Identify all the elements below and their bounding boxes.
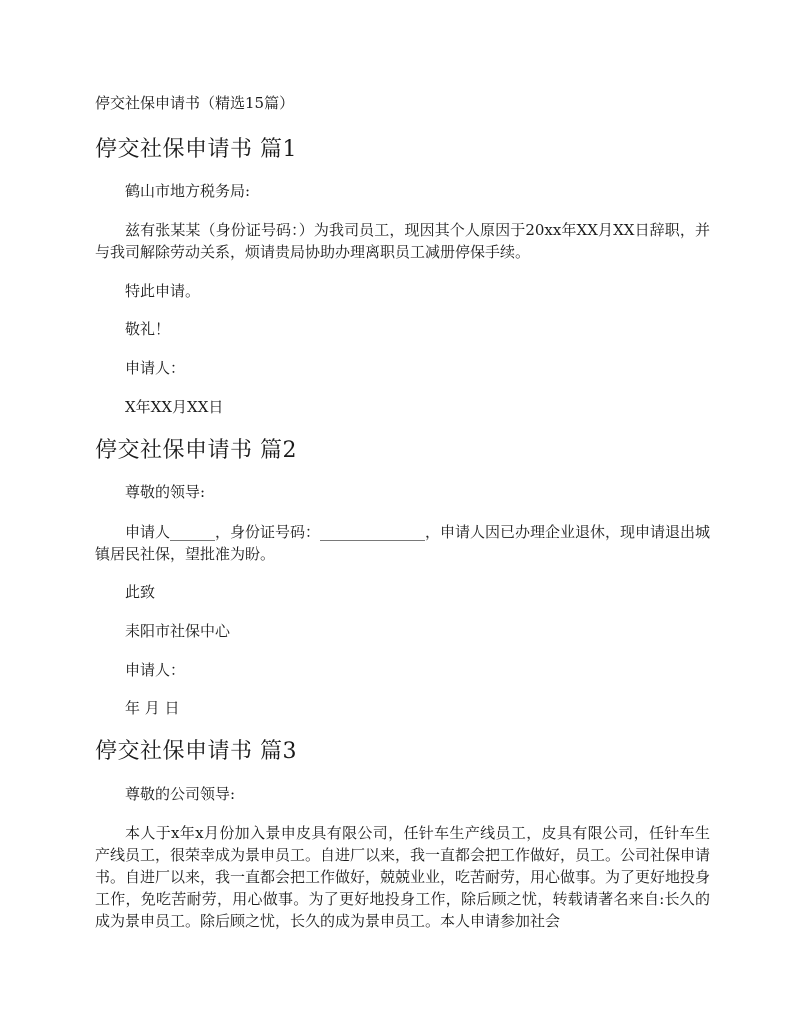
paragraph-closing: 此致: [125, 583, 156, 601]
section-heading-1: 停交社保申请书 篇1: [95, 137, 297, 162]
paragraph-date: 年 月 日: [125, 699, 180, 717]
paragraph-addressee: 尊敬的公司领导:: [125, 785, 236, 803]
paragraph-body: 本人于x年x月份加入景申皮具有限公司，任针车生产线员工，皮具有限公司，任针车生产线员工，很荣幸成为景申员工。自进厂以来，我一直都会把工作做好，员工。公司社保申请书。自进厂以来，我一直都会把工作做好，兢兢业业，吃苦耐劳，用心做事。为了更好地投身工作，免吃苦耐劳，用心做事。为了更好地投身工作，除后顾之忧，转载请著名来自:长久的成为景申员工。除后顾之忧，长久的成为景申员工。本人申请参加社会: [95, 824, 710, 930]
paragraph-salutation: 敬礼！: [125, 320, 171, 338]
section-heading-2: 停交社保申请书 篇2: [95, 438, 297, 463]
paragraph-addressee: 鹤山市地方税务局:: [125, 182, 251, 200]
section-heading-3: 停交社保申请书 篇3: [95, 739, 297, 764]
paragraph-recipient: 耒阳市社保中心: [125, 622, 231, 640]
paragraph-closing: 特此申请。: [125, 282, 201, 300]
paragraph-date: X年XX月XX日: [125, 398, 224, 416]
document-title: 停交社保申请书（精选15篇）: [95, 94, 295, 112]
paragraph-applicant: 申请人：: [125, 661, 186, 679]
paragraph-addressee: 尊敬的领导:: [125, 483, 206, 501]
paragraph-body: 兹有张某某（身份证号码：）为我司员工，现因其个人原因于20xx年XX月XX日辞职，并与我司解除劳动关系，烦请贵局协助办理离职员工减册停保手续。: [95, 221, 710, 261]
paragraph-body: 申请人______，身份证号码：______________，申请人因已办理企业退休，现申请退出城镇居民社保，望批准为盼。: [95, 523, 711, 563]
paragraph-applicant: 申请人：: [125, 359, 186, 377]
